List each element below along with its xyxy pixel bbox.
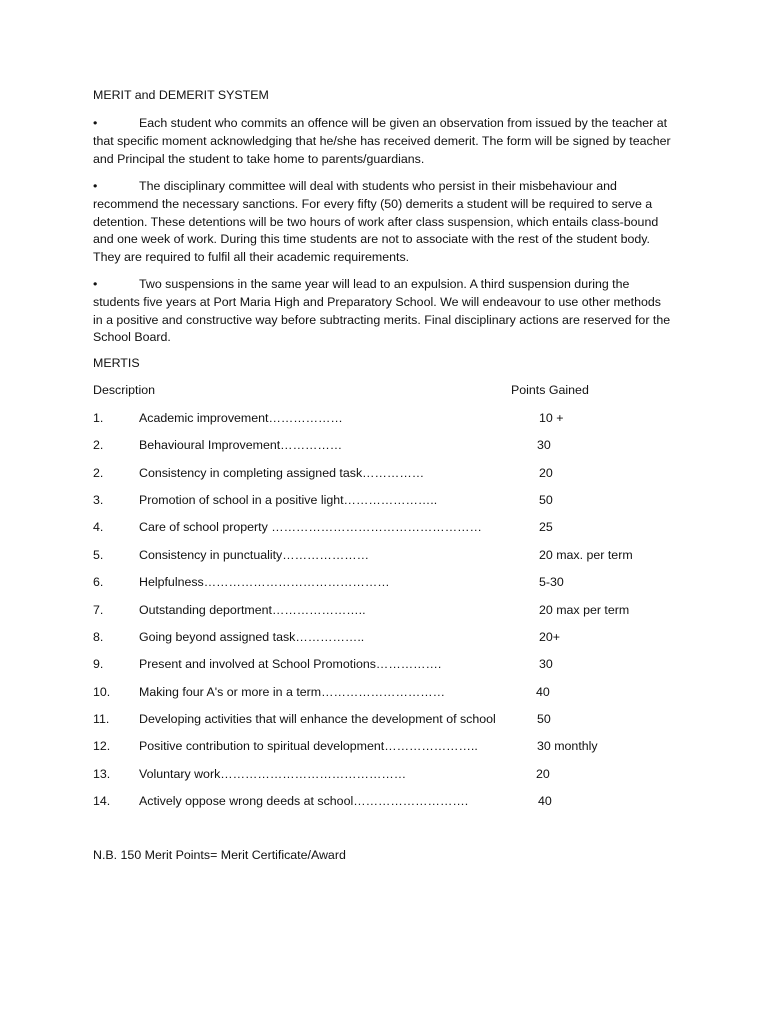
merit-points: 20 — [539, 466, 553, 480]
merit-description: Developing activities that will enhance the development of school — [139, 712, 496, 726]
merit-points: 20 max per term — [539, 603, 630, 617]
merit-row — [0, 712, 768, 730]
merit-points: 30 monthly — [537, 739, 598, 753]
merit-row — [0, 603, 768, 621]
bullet-text: Each student who commits an offence will be given an observation from issued by the teacher at that specific moment acknowledging that he/she has received demerit. The form will be signed by teacher and Principal the student to take home to parents/guardians. — [93, 116, 671, 166]
merit-number: 12. — [93, 739, 111, 753]
merit-points: 25 — [539, 520, 553, 534]
merit-number: 7. — [93, 603, 104, 617]
merit-description: Consistency in punctuality………………… — [139, 548, 369, 562]
merit-number: 2. — [93, 466, 104, 480]
merit-description: Making four A's or more in a term………………………… — [139, 685, 446, 699]
bullet-marker: • — [93, 277, 98, 291]
merit-description: Promotion of school in a positive light………………….. — [139, 493, 438, 507]
merit-description: Consistency in completing assigned task…………… — [139, 466, 425, 480]
merit-points: 5-30 — [539, 575, 564, 589]
merit-number: 9. — [93, 657, 104, 671]
merit-points: 10 + — [539, 411, 564, 425]
merit-description: Helpfulness……………………………………… — [139, 575, 390, 589]
merit-row — [0, 739, 768, 757]
bullet-text: Two suspensions in the same year will lead to an expulsion. A third suspension during the students five years at Port Maria High and Preparatory School. We will endeavour to use other methods in a positive and constructive way before subtracting merits. Final disciplinary actions are reserved for the School Board. — [93, 277, 671, 345]
merit-row — [0, 657, 768, 675]
merit-points: 20 max. per term — [539, 548, 633, 562]
bullet-marker: • — [93, 116, 98, 130]
merit-number: 2. — [93, 438, 104, 452]
points-column-header: Points Gained — [511, 383, 589, 397]
merit-row — [0, 685, 768, 703]
merit-description: Behavioural Improvement…………… — [139, 438, 343, 452]
merit-description: Positive contribution to spiritual development………………….. — [139, 739, 478, 753]
footnote: N.B. 150 Merit Points= Merit Certificate/Award — [93, 848, 346, 862]
bullet-paragraph-2 — [93, 178, 673, 267]
merit-points: 50 — [539, 493, 553, 507]
merit-description: Actively oppose wrong deeds at school………………………. — [139, 794, 469, 808]
merit-row — [0, 438, 768, 456]
merit-row — [0, 575, 768, 593]
merit-number: 14. — [93, 794, 111, 808]
merit-number: 8. — [93, 630, 104, 644]
merit-number: 4. — [93, 520, 104, 534]
merit-number: 3. — [93, 493, 104, 507]
merit-row — [0, 548, 768, 566]
merit-points: 40 — [536, 685, 550, 699]
merit-number: 10. — [93, 685, 111, 699]
description-column-header: Description — [93, 383, 155, 397]
merit-description: Going beyond assigned task…………….. — [139, 630, 365, 644]
merit-row — [0, 520, 768, 538]
merit-row — [0, 794, 768, 812]
merit-points: 50 — [537, 712, 551, 726]
merit-row — [0, 767, 768, 785]
merit-description: Present and involved at School Promotions……………. — [139, 657, 442, 671]
merit-description: Care of school property …………………………………………… — [139, 520, 482, 534]
merit-description: Academic improvement……………… — [139, 411, 343, 425]
merit-row — [0, 493, 768, 511]
merit-points: 30 — [539, 657, 553, 671]
merit-points: 20 — [536, 767, 550, 781]
merit-row — [0, 411, 768, 429]
merit-number: 5. — [93, 548, 104, 562]
merit-number: 6. — [93, 575, 104, 589]
merit-number: 13. — [93, 767, 111, 781]
bullet-marker: • — [93, 179, 98, 193]
document-title: MERIT and DEMERIT SYSTEM — [93, 88, 269, 102]
merit-number: 11. — [93, 712, 110, 726]
merit-description: Outstanding deportment………………….. — [139, 603, 366, 617]
merit-points: 30 — [537, 438, 551, 452]
bullet-text: The disciplinary committee will deal with students who persist in their misbehaviour and recommend the necessary sanctions. For every fifty (50) demerits a student will be required to serve a detention. These detentions will be two hours of work after class suspension, which entails class-bound and one week of work. During this time students are not to associate with the rest of the student body. They are required to fulfil all their academic requirements. — [93, 179, 659, 265]
merit-number: 1. — [93, 411, 104, 425]
merit-row — [0, 630, 768, 648]
merit-row — [0, 466, 768, 484]
bullet-paragraph-3 — [93, 276, 673, 347]
bullet-paragraph-1 — [93, 115, 673, 168]
merits-heading: MERTIS — [93, 356, 140, 370]
merit-description: Voluntary work……………………………………… — [139, 767, 407, 781]
merit-points: 20+ — [539, 630, 561, 644]
merit-points: 40 — [538, 794, 552, 808]
